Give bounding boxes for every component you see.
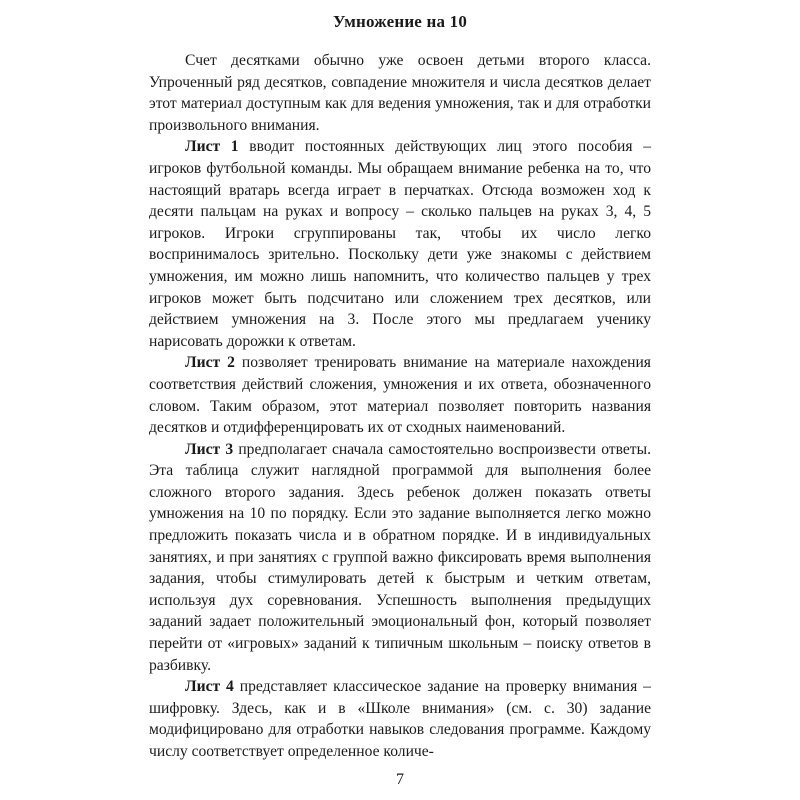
paragraph-intro bbox=[149, 50, 651, 136]
paragraph-body: предполагает сначала самостоятельно воспроизвести ответы. Эта таблица служит наглядной программой для выполнения более сложного второго задания. Здесь ребенок должен показать ответы умножения на 10 по порядку. Если это задание выполняется легко можно предложить показать числа и в обратном порядке. И в индивидуальных занятиях, и при занятиях с группой важно фиксировать время выполнения задания, чтобы стимулировать детей к быстрым и четким ответам, используя дух соревнования. Успешность выполнения предыдущих заданий задает положительный эмоциональный фон, который позволяет перейти от «игровых» заданий к типичным школьным – поиску ответов в разбивку. bbox=[149, 440, 651, 674]
paragraph-sheet-2 bbox=[149, 352, 651, 438]
paragraph-lead: Лист 2 bbox=[185, 354, 235, 372]
page-title: Умножение на 10 bbox=[332, 12, 468, 31]
paragraph-lead: Лист 1 bbox=[185, 138, 239, 156]
page-number: 7 bbox=[396, 771, 404, 788]
paragraph-sheet-4 bbox=[149, 676, 651, 762]
paragraph-lead: Лист 4 bbox=[185, 678, 234, 696]
paragraph-lead: Лист 3 bbox=[185, 440, 234, 458]
paragraph-body: позволяет тренировать внимание на материале нахождения соответствия действий сложения, умножения и их ответа, обозначенного словом. Таким образом, этот материал позволяет повторить названия десятков и отдифференцировать их от сходных наименований. bbox=[149, 354, 651, 437]
paragraph-body: представляет классическое задание на проверку внимания – шифровку. Здесь, как и в «Школе внимания» (см. с. 30) задание модифицировано для отработки навыков следования программе. Каждому числу соответствует определенное количе- bbox=[149, 678, 651, 760]
book-page bbox=[149, 10, 651, 763]
paragraph-sheet-1 bbox=[149, 136, 651, 352]
paragraph-body: вводит постоянных действующих лиц этого пособия – игроков футбольной команды. Мы обращаем внимание ребенка на то, что настоящий вратарь всегда играет в перчатках. Отсюда возможен ход к десяти пальцам на руках и вопросу – сколько пальцев на руках 3, 4, 5 игроков. Игроки сгруппированы так, чтобы их число легко воспринималось зрительно. Поскольку дети уже знакомы с действием умножения, им можно лишь напомнить, что количество пальцев у трех игроков может быть подсчитано или сложением трех десятков, или действием умножения на 3. После этого мы предлагаем ученику нарисовать дорожки к ответам. bbox=[149, 138, 651, 350]
paragraph-sheet-3 bbox=[149, 439, 651, 677]
paragraph-intro-text: Счет десятками обычно уже освоен детьми второго класса. Упроченный ряд десятков, совпадение множителя и числа десятков делает этот материал доступным как для ведения умножения, так и для отработки произвольного внимания. bbox=[149, 52, 651, 134]
